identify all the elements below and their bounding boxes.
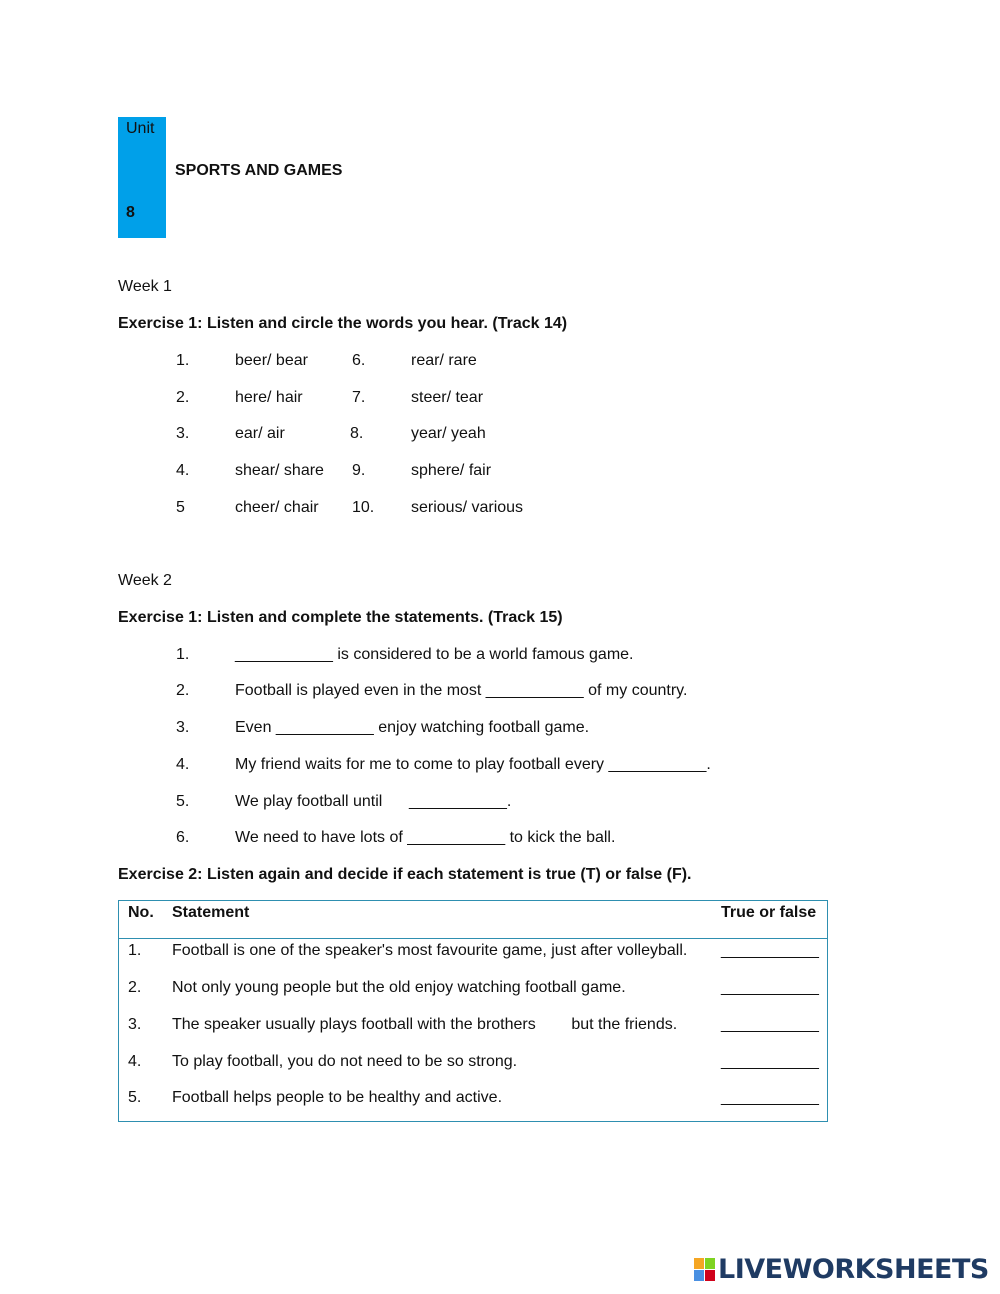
unit-label: Unit bbox=[126, 120, 155, 137]
item-number: 7. bbox=[352, 389, 366, 406]
true-false-table bbox=[118, 900, 828, 1122]
item-number: 4. bbox=[176, 462, 190, 479]
row-statement: The speaker usually plays football with the brothers but the friends. bbox=[172, 1016, 678, 1033]
answer-blank[interactable]: ___________ bbox=[721, 942, 819, 959]
item-number: 8. bbox=[350, 425, 364, 442]
week1-exercise1-title: Exercise 1: Listen and circle the words you hear. (Track 14) bbox=[118, 315, 568, 332]
word-pair[interactable]: cheer/ chair bbox=[235, 499, 319, 516]
answer-blank[interactable]: ___________ bbox=[721, 979, 819, 996]
logo-text: LIVEWORKSHEETS bbox=[718, 1254, 989, 1285]
word-pair[interactable]: here/ hair bbox=[235, 389, 303, 406]
row-number: 3. bbox=[128, 1016, 142, 1033]
unit-number: 8 bbox=[126, 204, 135, 221]
column-header-no: No. bbox=[128, 904, 154, 921]
item-number: 1. bbox=[176, 352, 190, 369]
statement-text[interactable]: Even ___________ enjoy watching football game. bbox=[235, 719, 590, 736]
answer-blank[interactable]: ___________ bbox=[721, 1053, 819, 1070]
item-number: 2. bbox=[176, 389, 190, 406]
column-header-statement: Statement bbox=[172, 904, 250, 921]
week2-heading: Week 2 bbox=[118, 572, 172, 589]
statement-text[interactable]: Football is played even in the most ___________ of my country. bbox=[235, 682, 688, 699]
table-row bbox=[119, 1052, 827, 1082]
row-number: 2. bbox=[128, 979, 142, 996]
statement-number: 2. bbox=[176, 682, 190, 699]
item-number: 10. bbox=[352, 499, 375, 516]
column-header-true-false: True or false bbox=[721, 904, 817, 921]
week1-heading: Week 1 bbox=[118, 278, 172, 295]
statement-number: 6. bbox=[176, 829, 190, 846]
word-pair[interactable]: steer/ tear bbox=[411, 389, 484, 406]
statement-number: 4. bbox=[176, 756, 190, 773]
row-statement: Football is one of the speaker's most favourite game, just after volleyball. bbox=[172, 942, 688, 959]
table-row bbox=[119, 941, 827, 971]
item-number: 3. bbox=[176, 425, 190, 442]
statement-number: 5. bbox=[176, 793, 190, 810]
word-pair[interactable]: sphere/ fair bbox=[411, 462, 492, 479]
row-statement: To play football, you do not need to be so strong. bbox=[172, 1053, 518, 1070]
row-statement: Football helps people to be healthy and active. bbox=[172, 1089, 503, 1106]
row-number: 4. bbox=[128, 1053, 142, 1070]
week2-exercise1-title: Exercise 1: Listen and complete the statements. (Track 15) bbox=[118, 609, 563, 626]
statement-number: 1. bbox=[176, 646, 190, 663]
item-number: 5 bbox=[176, 499, 185, 516]
row-statement: Not only young people but the old enjoy watching football game. bbox=[172, 979, 626, 996]
row-number: 5. bbox=[128, 1089, 142, 1106]
item-number: 9. bbox=[352, 462, 366, 479]
word-pair[interactable]: beer/ bear bbox=[235, 352, 308, 369]
word-pair[interactable]: year/ yeah bbox=[411, 425, 486, 442]
table-row bbox=[119, 1015, 827, 1045]
liveworksheets-logo[interactable] bbox=[694, 1256, 989, 1284]
table-row bbox=[119, 1088, 827, 1118]
statement-text[interactable]: ___________ is considered to be a world famous game. bbox=[235, 646, 634, 663]
item-number: 6. bbox=[352, 352, 366, 369]
statement-text[interactable]: My friend waits for me to come to play football every ___________. bbox=[235, 756, 711, 773]
answer-blank[interactable]: ___________ bbox=[721, 1089, 819, 1106]
row-number: 1. bbox=[128, 942, 142, 959]
statement-text[interactable]: We play football until ___________. bbox=[235, 793, 512, 810]
answer-blank[interactable]: ___________ bbox=[721, 1016, 819, 1033]
table-row bbox=[119, 978, 827, 1008]
liveworksheets-logo-icon bbox=[694, 1258, 716, 1282]
word-pair[interactable]: serious/ various bbox=[411, 499, 524, 516]
word-pair[interactable]: ear/ air bbox=[235, 425, 285, 442]
word-pair[interactable]: rear/ rare bbox=[411, 352, 477, 369]
header-divider bbox=[119, 938, 827, 939]
statement-text[interactable]: We need to have lots of ___________ to kick the ball. bbox=[235, 829, 616, 846]
word-pair[interactable]: shear/ share bbox=[235, 462, 324, 479]
week2-exercise2-title: Exercise 2: Listen again and decide if each statement is true (T) or false (F). bbox=[118, 866, 692, 883]
unit-title: SPORTS AND GAMES bbox=[175, 162, 343, 179]
statement-number: 3. bbox=[176, 719, 190, 736]
